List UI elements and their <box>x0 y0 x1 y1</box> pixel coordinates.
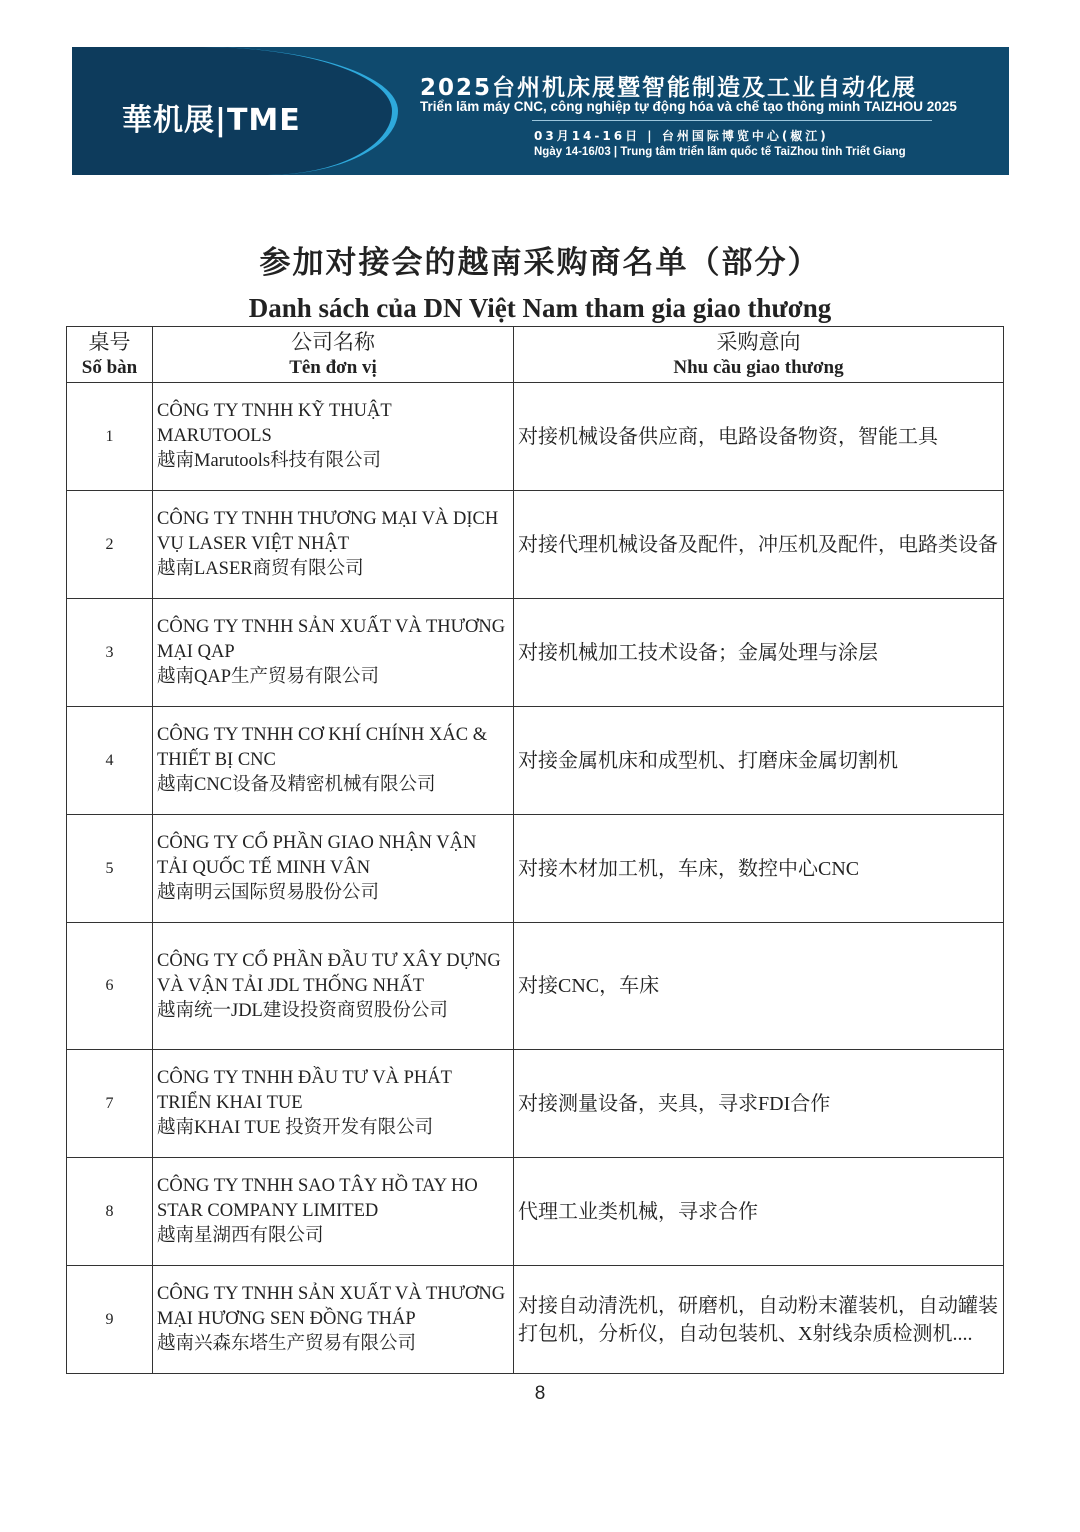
company-cell <box>153 815 514 923</box>
table-row <box>67 383 1004 491</box>
table-number: 7 <box>67 1050 153 1158</box>
table-row <box>67 923 1004 1050</box>
company-cell <box>153 491 514 599</box>
company-name-vn: CÔNG TY TNHH THƯƠNG MẠI VÀ DỊCH VỤ LASER VIỆT NHẬT <box>157 509 499 554</box>
company-name-cn: 越南统一JDL建设投资商贸股份公司 <box>157 1000 448 1021</box>
company-name-vn: CÔNG TY TNHH KỸ THUẬT MARUTOOLS <box>157 401 392 446</box>
header-no-cn: 桌号 <box>88 329 131 354</box>
company-name-cn: 越南CNC设备及精密机械有限公司 <box>157 775 436 795</box>
company-name-cn: 越南KHAI TUE 投资开发有限公司 <box>157 1118 434 1138</box>
header-company-vn: Tên đơn vị <box>289 356 377 378</box>
purchase-intent: 对接金属机床和成型机、打磨床金属切割机 <box>514 707 1004 815</box>
table-number: 1 <box>67 383 153 491</box>
purchase-intent: 对接测量设备，夹具，寻求FDI合作 <box>514 1050 1004 1158</box>
page-title-cn: 参加对接会的越南采购商名单（部分） <box>259 245 821 280</box>
header-no <box>67 327 153 383</box>
header-company-cn: 公司名称 <box>291 329 375 354</box>
header-need <box>514 327 1004 383</box>
page-title-vn: Danh sách của DN Việt Nam tham gia giao thương <box>248 293 832 323</box>
table-number: 2 <box>67 491 153 599</box>
company-cell <box>153 1050 514 1158</box>
company-cell <box>153 923 514 1050</box>
company-cell <box>153 1158 514 1266</box>
table-row <box>67 1050 1004 1158</box>
header-company <box>153 327 514 383</box>
purchase-intent: 对接机械加工技术设备；金属处理与涂层 <box>514 599 1004 707</box>
table-number: 8 <box>67 1158 153 1266</box>
header-need-cn: 采购意向 <box>716 329 801 354</box>
banner-date-cn: 03月14-16日 | 台州国际博览中心(椒江) <box>534 129 829 143</box>
table-number: 4 <box>67 707 153 815</box>
table-number: 9 <box>67 1266 153 1374</box>
purchase-intent: 对接木材加工机，车床，数控中心CNC <box>514 815 1004 923</box>
company-name-cn: 越南LASER商贸有限公司 <box>157 559 364 579</box>
company-name-vn: CÔNG TY TNHH SẢN XUẤT VÀ THƯƠNG MẠI HƯƠNG SEN ĐỒNG THÁP <box>157 1284 506 1329</box>
company-name-vn: CÔNG TY TNHH SẢN XUẤT VÀ THƯƠNG MẠI QAP <box>157 617 506 662</box>
buyer-table <box>66 326 1004 1374</box>
purchase-intent: 代理工业类机械，寻求合作 <box>514 1158 1004 1266</box>
company-name-cn: 越南Marutools科技有限公司 <box>157 451 382 471</box>
header-no-vn: Số bàn <box>81 356 138 378</box>
purchase-intent: 对接代理机械设备及配件，冲压机及配件，电路类设备 <box>514 491 1004 599</box>
page-number: 8 <box>534 1383 546 1404</box>
company-name-vn: CÔNG TY TNHH CƠ KHÍ CHÍNH XÁC & THIẾT BỊ CNC <box>157 725 488 770</box>
banner-title-cn: 2025台州机床展暨智能制造及工业自动化展 <box>420 75 918 101</box>
company-name-cn: 越南兴森东塔生产贸易有限公司 <box>157 1334 417 1354</box>
exhibition-banner <box>72 47 1009 175</box>
table-row <box>67 1158 1004 1266</box>
company-name-vn: CÔNG TY TNHH ĐẦU TƯ VÀ PHÁT TRIỂN KHAI TUE <box>157 1068 452 1113</box>
company-name-vn: CÔNG TY CỔ PHẦN ĐẦU TƯ XÂY DỰNG VÀ VẬN TẢI JDL THỐNG NHẤT <box>157 950 501 996</box>
purchase-intent: 对接自动清洗机，研磨机，自动粉末灌装机，自动罐装打包机，分析仪，自动包装机、X射线杂质检测机.... <box>514 1266 1004 1374</box>
table-number: 6 <box>67 923 153 1050</box>
company-name-cn: 越南明云国际贸易股份公司 <box>157 883 380 903</box>
banner-date-vn: Ngày 14-16/03 | Trung tâm triển lãm quốc tế TaiZhou tỉnh Triết Giang <box>534 146 906 158</box>
table-row <box>67 491 1004 599</box>
company-name-vn: CÔNG TY TNHH SAO TÂY HỒ TAY HO STAR COMPANY LIMITED <box>157 1176 478 1221</box>
purchase-intent: 对接CNC，车床 <box>514 923 1004 1050</box>
table-row <box>67 815 1004 923</box>
company-cell <box>153 707 514 815</box>
table-header-row <box>67 327 1004 383</box>
banner-divider <box>532 120 932 121</box>
company-name-cn: 越南星湖西有限公司 <box>157 1226 324 1246</box>
table-row <box>67 1266 1004 1374</box>
company-name-cn: 越南QAP生产贸易有限公司 <box>157 667 380 687</box>
tme-logo: 華机展|TME <box>122 103 301 138</box>
banner-title-vn: Triển lãm máy CNC, công nghiệp tự động hóa và chế tạo thông minh TAIZHOU 2025 <box>420 99 957 114</box>
purchase-intent: 对接机械设备供应商，电路设备物资，智能工具 <box>514 383 1004 491</box>
company-cell <box>153 383 514 491</box>
table-number: 3 <box>67 599 153 707</box>
header-need-vn: Nhu cầu giao thương <box>673 356 844 378</box>
table-number: 5 <box>67 815 153 923</box>
company-cell <box>153 1266 514 1374</box>
company-cell <box>153 599 514 707</box>
table-row <box>67 707 1004 815</box>
company-name-vn: CÔNG TY CỔ PHẦN GIAO NHẬN VẬN TẢI QUỐC TẾ MINH VÂN <box>157 833 477 878</box>
table-row <box>67 599 1004 707</box>
